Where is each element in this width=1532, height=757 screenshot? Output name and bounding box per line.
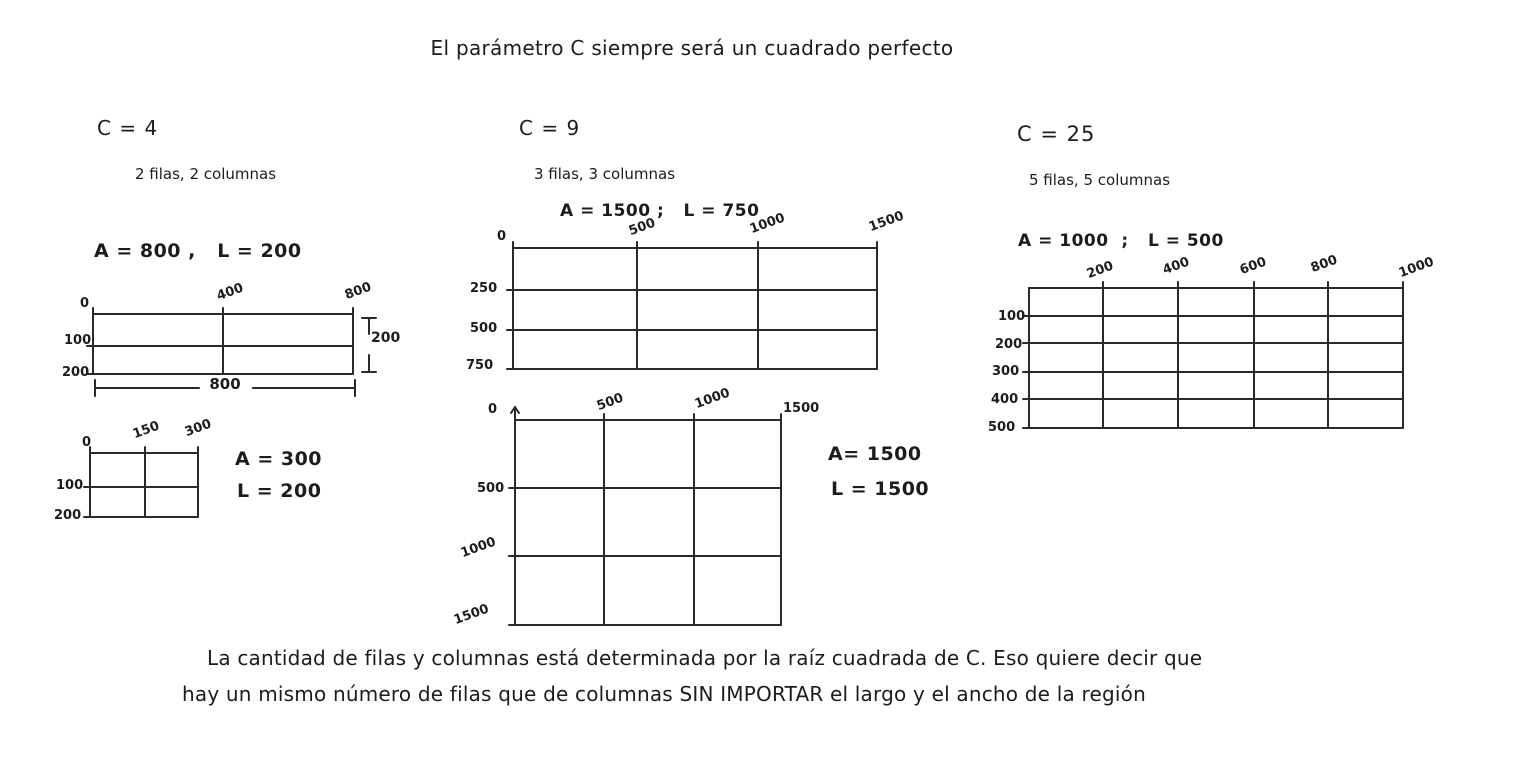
c9-grid2-top-label-2: 1000 [692, 385, 733, 412]
c9-grid2-length-note: L = 1500 [831, 478, 930, 500]
c9-grid1-left-label-0: 250 [470, 281, 498, 296]
c9-grid1-top-label-1: 500 [626, 215, 658, 239]
c9-grid2-lines [500, 395, 800, 640]
c25-grid-lines [1015, 258, 1425, 438]
c4-grid1-left-label-1: 200 [62, 365, 90, 380]
page-title: El parámetro C siempre será un cuadrado perfecto [430, 36, 954, 60]
c25-subheading: 5 filas, 5 columnas [1029, 171, 1171, 189]
footer-line-2: hay un mismo número de filas que de columnas SIN IMPORTAR el largo y el ancho de la región [182, 682, 1146, 706]
c25-grid-top-label-1: 400 [1160, 254, 1192, 278]
c9-params: A = 1500 ; L = 750 [560, 201, 760, 221]
c25-grid-left-label-2: 300 [992, 364, 1020, 379]
c4-grid1-left-label-0: 100 [64, 333, 92, 348]
c9-subheading: 3 filas, 3 columnas [534, 165, 676, 183]
c25-grid-top-label-3: 800 [1308, 252, 1340, 276]
c4-heading: C = 4 [97, 116, 159, 140]
c25-grid-top-label-2: 600 [1237, 254, 1269, 278]
c4-grid1-top-label-2: 800 [342, 279, 374, 303]
footer-line-1: La cantidad de filas y columnas está determinada por la raíz cuadrada de C. Eso quiere decir que [207, 646, 1203, 670]
c4-grid2-top-label-1: 150 [130, 418, 162, 442]
c9-grid1-left-label-2: 750 [466, 358, 494, 373]
c9-grid2-top-label-3: 1500 [783, 401, 820, 416]
c4-grid2-left-label-1: 200 [54, 508, 82, 523]
c9-grid2-top-label-0: 0 [488, 402, 498, 417]
c25-grid-top-label-4: 1000 [1396, 254, 1437, 281]
c4-grid1-top-label-1: 400 [214, 280, 246, 304]
c25-grid-left-label-1: 200 [995, 337, 1023, 352]
c9-grid1-top-label-3: 1500 [866, 208, 907, 235]
c4-params: A = 800 , L = 200 [94, 240, 302, 262]
c4-grid2-top-label-0: 0 [82, 435, 92, 450]
c25-grid-left-label-3: 400 [991, 392, 1019, 407]
c4-grid2-top-label-2: 300 [182, 416, 214, 440]
c9-grid1-top-label-0: 0 [497, 229, 507, 244]
c9-heading: C = 9 [519, 116, 581, 140]
c4-grid1-width-dimension: 800 [209, 375, 241, 393]
c9-grid1-lines [500, 238, 900, 383]
c25-heading: C = 25 [1017, 122, 1096, 146]
c4-grid2-length-note: L = 200 [237, 480, 322, 502]
c4-grid2-area-note: A = 300 [235, 448, 323, 470]
c25-grid-top-label-0: 200 [1084, 258, 1116, 282]
c4-grid1-top-label-0: 0 [80, 296, 90, 311]
c4-subheading: 2 filas, 2 columnas [135, 165, 277, 183]
c25-params: A = 1000 ; L = 500 [1018, 231, 1224, 251]
c9-grid2-top-label-1: 500 [594, 390, 626, 414]
c9-grid2-left-label-1: 1000 [458, 534, 499, 561]
c9-grid2-left-label-0: 500 [477, 481, 505, 496]
c9-grid1-top-label-2: 1000 [747, 210, 788, 237]
c9-grid2-left-label-2: 1500 [451, 601, 492, 628]
c25-grid-left-label-4: 500 [988, 420, 1016, 435]
c4-grid1-height-dimension: 200 [371, 330, 401, 346]
c9-grid2-area-note: A= 1500 [828, 443, 922, 465]
c25-grid-left-label-0: 100 [998, 309, 1026, 324]
c9-grid1-left-label-1: 500 [470, 321, 498, 336]
c4-grid2-left-label-0: 100 [56, 478, 84, 493]
